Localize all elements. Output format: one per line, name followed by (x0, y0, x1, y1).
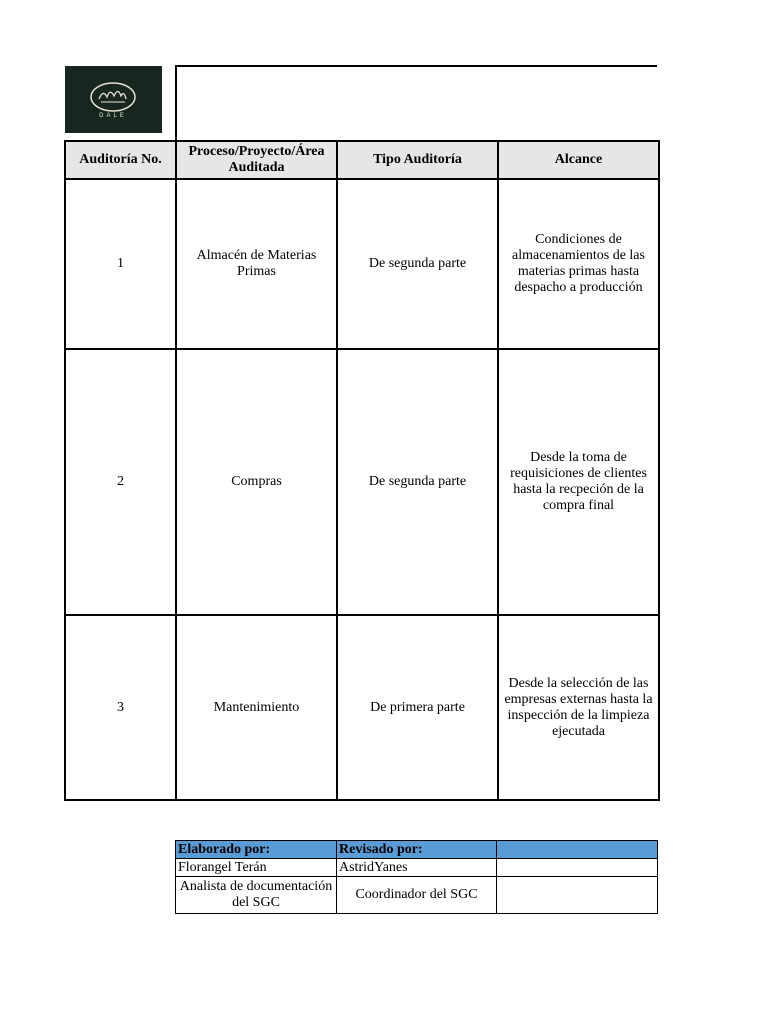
header-type: Tipo Auditoría (337, 141, 498, 179)
signature-table (175, 840, 658, 914)
type-cell: De segunda parte (337, 349, 498, 615)
signature-header-row (176, 841, 658, 859)
audit-no-cell: 1 (65, 179, 176, 349)
reviewed-by-role: Coordinador del SGC (337, 877, 497, 914)
process-cell: Mantenimiento (176, 615, 337, 800)
reviewed-by-name: AstridYanes (337, 859, 497, 877)
approved-by-role (497, 877, 658, 914)
audit-no-cell: 2 (65, 349, 176, 615)
scope-cell: Desde la toma de requisiciones de clientes hasta la recpeción de la compra final (498, 349, 659, 615)
signature-roles-row (176, 877, 658, 914)
header-process: Proceso/Proyecto/Área Auditada (176, 141, 337, 179)
process-cell: Compras (176, 349, 337, 615)
document-header-box (175, 65, 657, 140)
process-cell: Almacén de Materias Primas (176, 179, 337, 349)
prepared-by-label: Elaborado por: (176, 841, 337, 859)
header-scope: Alcance (498, 141, 659, 179)
table-header-row (65, 141, 659, 179)
company-logo (65, 66, 162, 133)
audit-program-table (64, 140, 660, 801)
scope-cell: Desde la selección de las empresas externas hasta la inspección de la limpieza ejecutada (498, 615, 659, 800)
table-row (65, 349, 659, 615)
logo-text: DALE (99, 113, 127, 119)
signature-names-row (176, 859, 658, 877)
prepared-by-role: Analista de documentación del SGC (176, 877, 337, 914)
type-cell: De primera parte (337, 615, 498, 800)
type-cell: De segunda parte (337, 179, 498, 349)
approved-by-name (497, 859, 658, 877)
audit-no-cell: 3 (65, 615, 176, 800)
scope-cell: Condiciones de almacenamientos de las materias primas hasta despacho a producción (498, 179, 659, 349)
table-row (65, 179, 659, 349)
header-audit-no: Auditoría No. (65, 141, 176, 179)
approved-by-label (497, 841, 658, 859)
table-row (65, 615, 659, 800)
reviewed-by-label: Revisado por: (337, 841, 497, 859)
prepared-by-name: Florangel Terán (176, 859, 337, 877)
